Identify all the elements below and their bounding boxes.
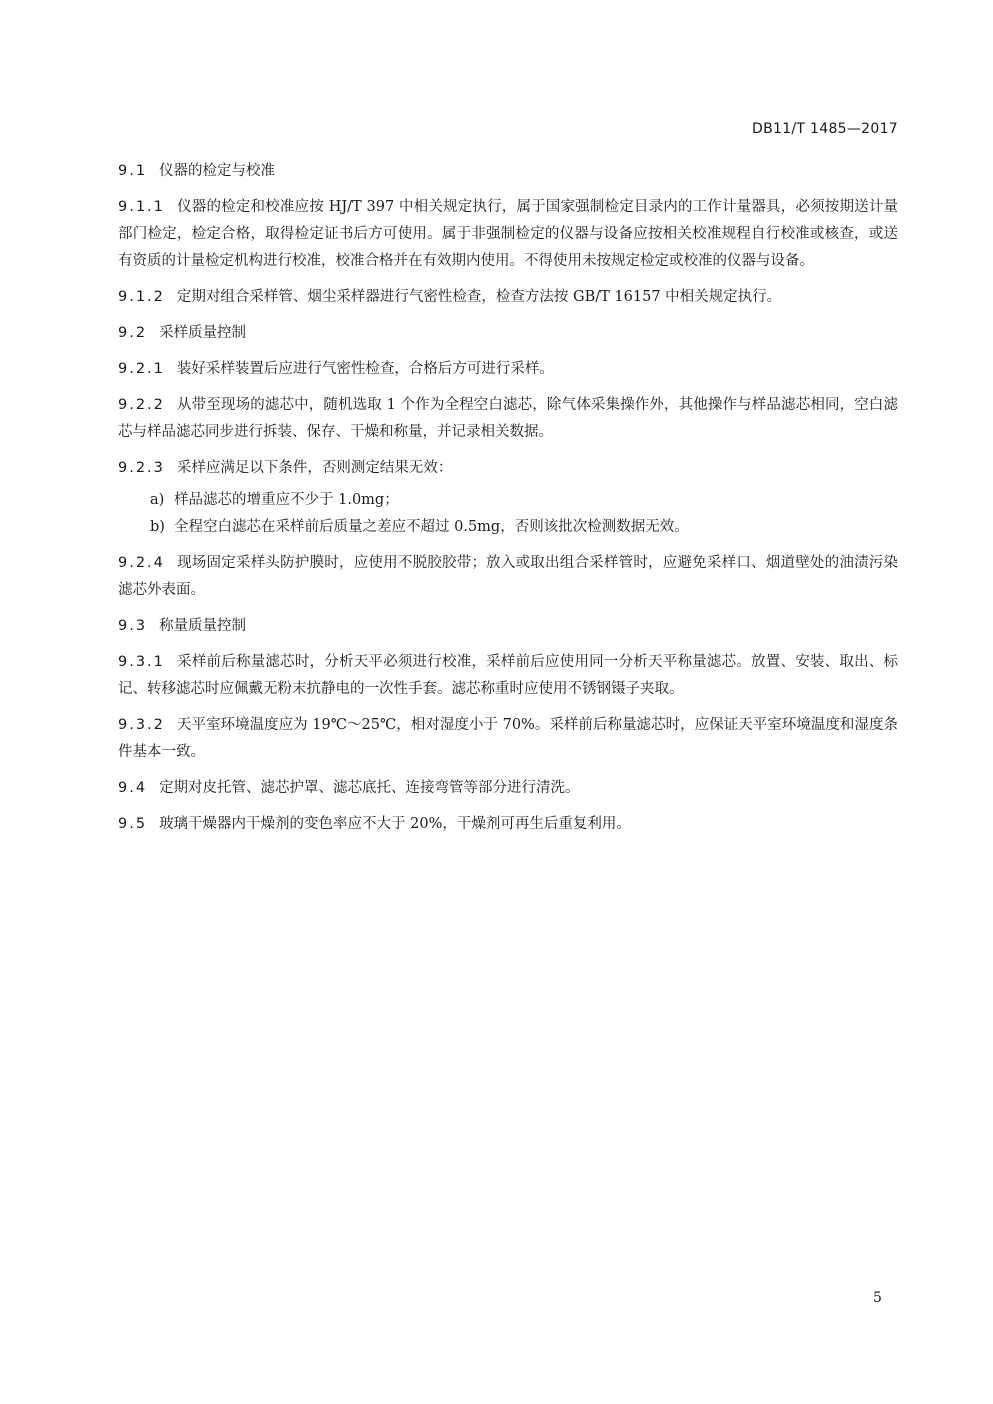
clause-number: 9.3.1 — [118, 654, 165, 670]
clause-9-2-4 — [118, 550, 898, 604]
clause-9-2-2 — [118, 392, 898, 446]
page-content — [118, 158, 898, 847]
clause-text: 现场固定采样头防护膜时，应使用不脱胶胶带；放入或取出组合采样管时，应避免采样口、烟道壁处的油渍污染滤芯外表面。 — [118, 555, 898, 598]
clause-number: 9.1.1 — [118, 199, 165, 215]
clause-text: 天平室环境温度应为 19℃～25℃，相对湿度小于 70%。采样前后称量滤芯时，应保证天平室环境温度和湿度条件基本一致。 — [118, 717, 898, 760]
section-title: 仪器的检定与校准 — [159, 163, 276, 179]
clause-number: 9.1.2 — [118, 289, 165, 305]
list-marker: b) — [150, 519, 165, 535]
clause-9-3-1 — [118, 649, 898, 703]
section-number: 9.3 — [118, 618, 148, 634]
clause-text: 采样前后称量滤芯时，分析天平必须进行校准，采样前后应使用同一分析天平称量滤芯。放置、安装、取出、标记、转移滤芯时应佩戴无粉末抗静电的一次性手套。滤芯称重时应使用不锈钢镊子夹取。 — [118, 654, 898, 697]
list-item-text: 全程空白滤芯在采样前后质量之差应不超过 0.5mg，否则该批次检测数据无效。 — [174, 519, 689, 535]
clause-text: 玻璃干燥器内干燥剂的变色率应不大于 20%，干燥剂可再生后重复利用。 — [159, 816, 631, 832]
clause-9-5 — [118, 811, 898, 838]
section-number: 9.2 — [118, 325, 148, 341]
list-item-text: 样品滤芯的增重应不少于 1.0mg； — [174, 492, 399, 508]
clause-text: 仪器的检定和校准应按 HJ/T 397 中相关规定执行，属于国家强制检定目录内的工作计量器具，必须按期送计量部门检定，检定合格，取得检定证书后方可使用。属于非强制检定的仪器与设备应按相关校准规程自行校准或核查，或送有资质的计量检定机构进行校准，校准合格并在有效期内使用。不得使用未按规定检定或校准的仪器与设备。 — [118, 199, 898, 269]
clause-number: 9.2.3 — [118, 460, 165, 476]
clause-text: 定期对组合采样管、烟尘采样器进行气密性检查，检查方法按 GB/T 16157 中相关规定执行。 — [176, 289, 782, 305]
clause-text: 装好采样装置后应进行气密性检查，合格后方可进行采样。 — [176, 361, 554, 377]
clause-number: 9.5 — [118, 816, 148, 832]
clause-text: 从带至现场的滤芯中，随机选取 1 个作为全程空白滤芯，除气体采集操作外，其他操作与样品滤芯相同，空白滤芯与样品滤芯同步进行拆装、保存、干燥和称量，并记录相关数据。 — [118, 397, 898, 440]
clause-number: 9.2.4 — [118, 555, 165, 571]
clause-9-4 — [118, 775, 898, 802]
list-item — [118, 514, 898, 541]
clause-number: 9.3.2 — [118, 717, 165, 733]
condition-list — [118, 487, 898, 541]
clause-number: 9.2.2 — [118, 397, 165, 413]
clause-9-1-1 — [118, 194, 898, 275]
list-item — [118, 487, 898, 514]
document-code: DB11/T 1485—2017 — [752, 121, 898, 137]
clause-9-3-2 — [118, 712, 898, 766]
clause-text: 定期对皮托管、滤芯护罩、滤芯底托、连接弯管等部分进行清洗。 — [159, 780, 580, 796]
clause-text: 采样应满足以下条件，否则测定结果无效： — [176, 460, 453, 476]
page-number: 5 — [873, 1290, 882, 1306]
section-heading-9-3 — [118, 613, 898, 640]
clause-9-2-3 — [118, 455, 898, 482]
section-heading-9-2 — [118, 320, 898, 347]
section-number: 9.1 — [118, 163, 148, 179]
list-marker: a) — [150, 492, 165, 508]
clause-9-1-2 — [118, 284, 898, 311]
clause-9-2-1 — [118, 356, 898, 383]
clause-number: 9.2.1 — [118, 361, 165, 377]
clause-number: 9.4 — [118, 780, 148, 796]
section-title: 称量质量控制 — [159, 618, 247, 634]
section-heading-9-1 — [118, 158, 898, 185]
section-title: 采样质量控制 — [159, 325, 247, 341]
